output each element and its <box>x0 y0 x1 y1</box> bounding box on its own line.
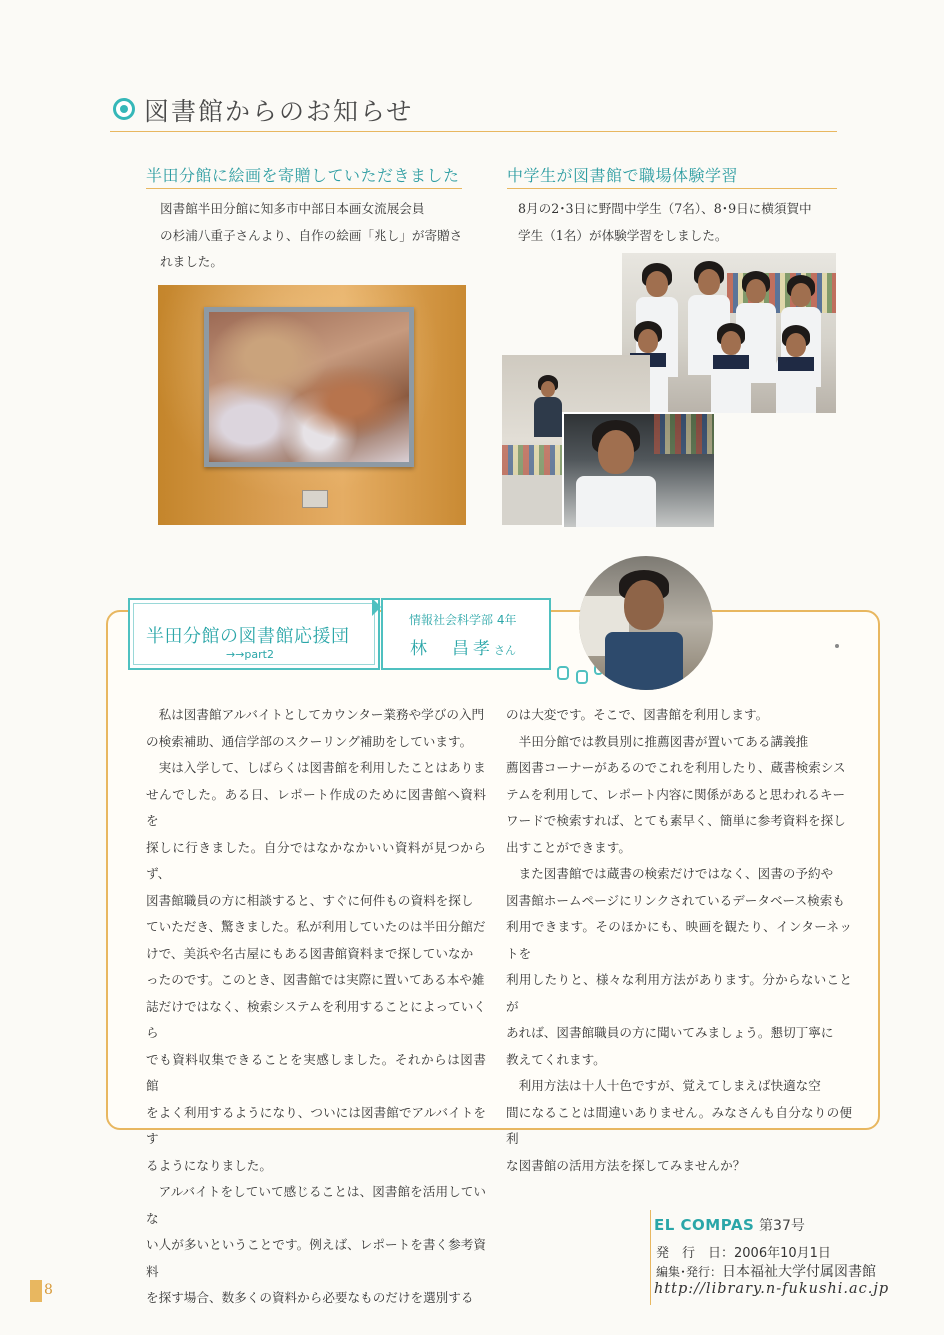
text-line: でも資料収集できることを実感しました。それからは図書館 <box>146 1051 486 1093</box>
magazine-name: EL COMPAS <box>654 1216 755 1234</box>
supporter-name-line <box>410 634 516 659</box>
student-portrait-photo <box>562 412 714 527</box>
text-line: 間になることは間違いありません。みなさんも自分なりの便利 <box>506 1104 852 1146</box>
painting-notice-rule <box>146 188 462 189</box>
page-number-badge <box>30 1280 68 1302</box>
page-title: 図書館からのお知らせ <box>144 97 414 126</box>
text-line: せんでした。ある日、レポート作成のために図書館へ資料を <box>146 786 486 828</box>
workplace-notice-rule <box>507 188 837 189</box>
text-line: 出すことができます。 <box>506 839 631 855</box>
bullet-ring-icon <box>113 98 135 120</box>
tab-arrow-icon <box>372 598 381 616</box>
painting-notice-title: 半田分館に絵画を寄贈していただきました <box>146 166 460 185</box>
text-line: の検索補助、通信学部のスクーリング補助をしています。 <box>146 733 473 749</box>
footer-divider <box>650 1210 651 1305</box>
text-line: アルバイトをしていて感じることは、図書館を活用していな <box>146 1184 486 1226</box>
text-line: を探す場合、数多くの資料から必要なものだけを選別する <box>146 1290 474 1305</box>
library-url-link[interactable]: http://library.n-fukushi.ac.jp <box>654 1281 890 1297</box>
issue-number: 第37号 <box>759 1218 805 1234</box>
magazine-title-line <box>654 1215 805 1235</box>
text-line: をよく利用するようになり、ついには図書館でアルバイトをす <box>146 1104 486 1146</box>
text-line: テムを利用して、レポート内容に関係があると思われるキー <box>506 786 846 802</box>
issued-label: 発 行 日： <box>656 1246 735 1261</box>
page-tab-icon <box>30 1280 42 1302</box>
painting-notice-text <box>160 196 480 276</box>
supporter-department: 情報社会科学部 4年 <box>409 613 517 627</box>
text-line: あれば、図書館職員の方に聞いてみましょう。懇切丁寧に <box>506 1025 834 1040</box>
decorative-dot <box>835 644 839 648</box>
text-line: るようになりました。 <box>146 1157 272 1173</box>
publisher-label: 編集･発行： <box>656 1265 723 1279</box>
text-line: な図書館の活用方法を探してみませんか？ <box>506 1157 746 1173</box>
text-line: ていただき、驚きました。私が利用していたのは半田分館だ <box>146 919 486 934</box>
supporter-part-label: →→part2 <box>226 648 274 661</box>
painting-frame <box>204 307 414 467</box>
text-line: けで、美浜や名古屋にもある図書館資料まで探していなか <box>146 945 474 961</box>
text-line: ワードで検索すれば、とても素早く、簡単に参考資料を探し <box>506 813 846 828</box>
painting-plaque <box>302 490 328 508</box>
issued-date: 2006年10月1日 <box>734 1246 831 1261</box>
text-line: 私は図書館アルバイトとしてカウンター業務や学びの入門 <box>158 707 485 722</box>
text-line: い人が多いということです。例えば、レポートを書く参考資料 <box>146 1237 486 1279</box>
supporter-text-left <box>146 702 486 1312</box>
text-line: のは大変です。そこで、図書館を利用します。 <box>506 707 769 722</box>
text-line: 薦図書コーナーがあるのでこれを利用したり、蔵書検索シス <box>506 760 846 775</box>
text-line: 利用できます。そのほかにも、映画を観たり、インターネットを <box>506 919 852 961</box>
speech-bubble-icon <box>576 670 588 684</box>
workplace-notice-title: 中学生が図書館で職場体験学習 <box>507 166 739 185</box>
text-line: 半田分館では教員別に推薦図書が置いてある講義推 <box>518 733 809 749</box>
workplace-notice-text <box>518 196 848 249</box>
text-line: 図書館職員の方に相談すると、すぐに何件もの資料を探し <box>146 892 474 908</box>
text-line: 教えてくれます。 <box>506 1051 606 1067</box>
supporter-text-right <box>506 702 852 1179</box>
supporter-team-title: 半田分館の図書館応援団 <box>146 626 350 647</box>
text-line: の杉浦八重子さんより、自作の絵画「兆し」が寄贈さ <box>160 227 463 243</box>
text-line: 利用方法は十人十色ですが、覚えてしまえば快適な空 <box>518 1078 821 1093</box>
text-line: 探しに行きました。自分ではなかなかいい資料が見つからず、 <box>146 839 487 881</box>
speech-bubble-icon <box>557 666 569 680</box>
text-line: 8月の2･3日に野間中学生（7名）、8･9日に横須賀中 <box>518 201 812 216</box>
text-line: 誌だけではなく、検索システムを利用することによっていくら <box>146 998 486 1040</box>
text-line: また図書館では蔵書の検索だけではなく、図書の予約や <box>518 866 834 881</box>
issued-line <box>656 1242 831 1261</box>
supporter-portrait <box>579 556 713 690</box>
text-line: 利用したりと、様々な利用方法があります。分からないことが <box>506 972 852 1014</box>
text-line: 図書館ホームページにリンクされているデータベース検索も <box>506 892 845 908</box>
text-line: 学生（1名）が体験学習をしました。 <box>518 227 728 243</box>
text-line: 実は入学して、しばらくは図書館を利用したことはありま <box>158 760 486 775</box>
publisher-name: 日本福祉大学付属図書館 <box>722 1264 877 1280</box>
page-number: 8 <box>44 1282 53 1298</box>
students-group-photo <box>622 253 836 413</box>
supporter-honorific: さん <box>494 644 516 657</box>
title-divider <box>110 131 837 132</box>
supporter-name: 林 昌孝 <box>410 639 494 659</box>
text-line: れました。 <box>160 254 223 269</box>
text-line: ったのです。このとき、図書館では実際に置いてある本や雑 <box>146 972 485 987</box>
painting-photo <box>158 285 466 525</box>
text-line: 図書館半田分館に知多市中部日本画女流展会員 <box>160 201 425 216</box>
publisher-line <box>656 1261 876 1281</box>
